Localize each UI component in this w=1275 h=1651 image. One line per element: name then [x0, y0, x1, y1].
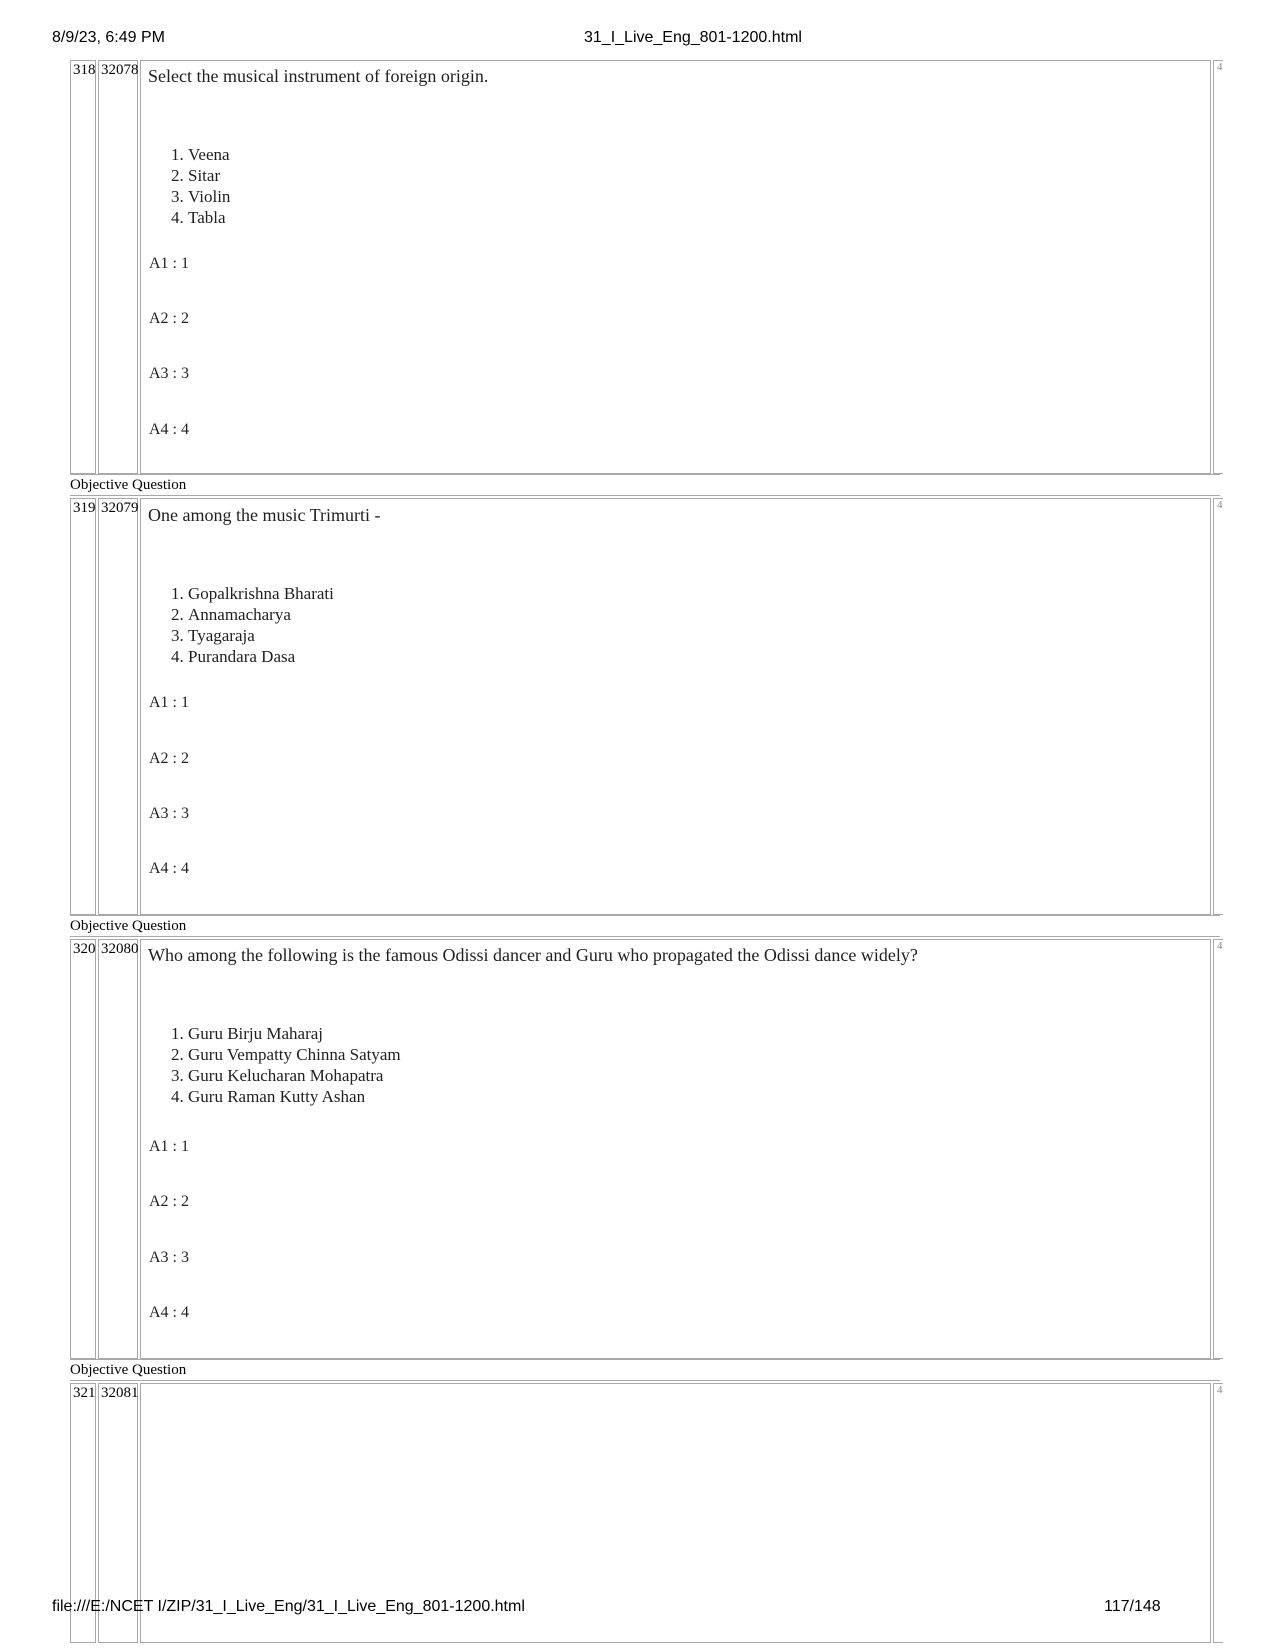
- question-id: 32080: [98, 939, 138, 1359]
- question-type-text: Objective Question: [70, 477, 187, 493]
- question-row: [70, 939, 1223, 1359]
- question-body: [140, 498, 1211, 915]
- serial-number: 318: [70, 60, 96, 474]
- cropped-column: [1213, 60, 1223, 474]
- answer-line: A2 : 2: [149, 310, 189, 327]
- cropped-column: [1213, 1383, 1223, 1643]
- answer-line: A4 : 4: [149, 860, 189, 877]
- document-title: 31_I_Live_Eng_801-1200.html: [584, 29, 802, 46]
- file-path: file:///E:/NCET I/ZIP/31_I_Live_Eng/31_I_Live_Eng_801-1200.html: [52, 1598, 525, 1615]
- question-list: [70, 60, 1223, 1586]
- answer-line: A4 : 4: [149, 421, 189, 438]
- serial-number: 320: [70, 939, 96, 1359]
- cropped-mark: 4: [1217, 940, 1223, 952]
- answer-line: A2 : 2: [149, 750, 189, 767]
- option-item: 1. Guru Birju Maharaj: [188, 1023, 401, 1044]
- question-type-label: [70, 915, 1220, 937]
- option-item: 1. Gopalkrishna Bharati: [188, 583, 334, 604]
- option-list: [148, 1023, 401, 1107]
- option-item: 3. Tyagaraja: [188, 625, 334, 646]
- cropped-column: [1213, 939, 1223, 1359]
- question-row: [70, 60, 1223, 474]
- answer-line: A3 : 3: [149, 1249, 189, 1266]
- question-body: [140, 60, 1211, 474]
- answer-line: A1 : 1: [149, 255, 189, 272]
- question-text: Who among the following is the famous Odissi dancer and Guru who propagated the Odissi dance widely?: [148, 945, 918, 965]
- option-item: 3. Violin: [188, 186, 230, 207]
- answer-line: A4 : 4: [149, 1304, 189, 1321]
- option-item: 4. Guru Raman Kutty Ashan: [188, 1086, 401, 1107]
- option-item: 2. Sitar: [188, 165, 230, 186]
- option-list: [148, 144, 230, 228]
- option-item: 1. Veena: [188, 144, 230, 165]
- question-row: [70, 498, 1223, 915]
- cropped-column: [1213, 498, 1223, 915]
- question-id: 32079: [98, 498, 138, 915]
- question-type-text: Objective Question: [70, 1362, 187, 1378]
- question-id: 32081: [98, 1383, 138, 1643]
- option-item: 4. Tabla: [188, 207, 230, 228]
- cropped-mark: 4: [1217, 61, 1223, 73]
- option-item: 3. Guru Kelucharan Mohapatra: [188, 1065, 401, 1086]
- question-body: [140, 939, 1211, 1359]
- answer-line: A1 : 1: [149, 1138, 189, 1155]
- question-type-label: [70, 1359, 1220, 1381]
- answer-line: A3 : 3: [149, 365, 189, 382]
- option-item: 4. Purandara Dasa: [188, 646, 334, 667]
- question-type-label: [70, 474, 1220, 496]
- page-number: 117/148: [1104, 1598, 1161, 1615]
- answer-line: A3 : 3: [149, 805, 189, 822]
- print-datetime: 8/9/23, 6:49 PM: [52, 29, 165, 46]
- question-id: 32078: [98, 60, 138, 474]
- question-text: Select the musical instrument of foreign origin.: [148, 66, 489, 86]
- cropped-mark: 4: [1217, 499, 1223, 511]
- answer-line: A2 : 2: [149, 1193, 189, 1210]
- option-list: [148, 583, 334, 667]
- answer-line: A1 : 1: [149, 694, 189, 711]
- question-text: One among the music Trimurti -: [148, 505, 381, 525]
- option-item: 2. Guru Vempatty Chinna Satyam: [188, 1044, 401, 1065]
- serial-number: 319: [70, 498, 96, 915]
- option-item: 2. Annamacharya: [188, 604, 334, 625]
- cropped-mark: 4: [1217, 1384, 1223, 1396]
- question-type-text: Objective Question: [70, 918, 187, 934]
- serial-number: 321: [70, 1383, 96, 1643]
